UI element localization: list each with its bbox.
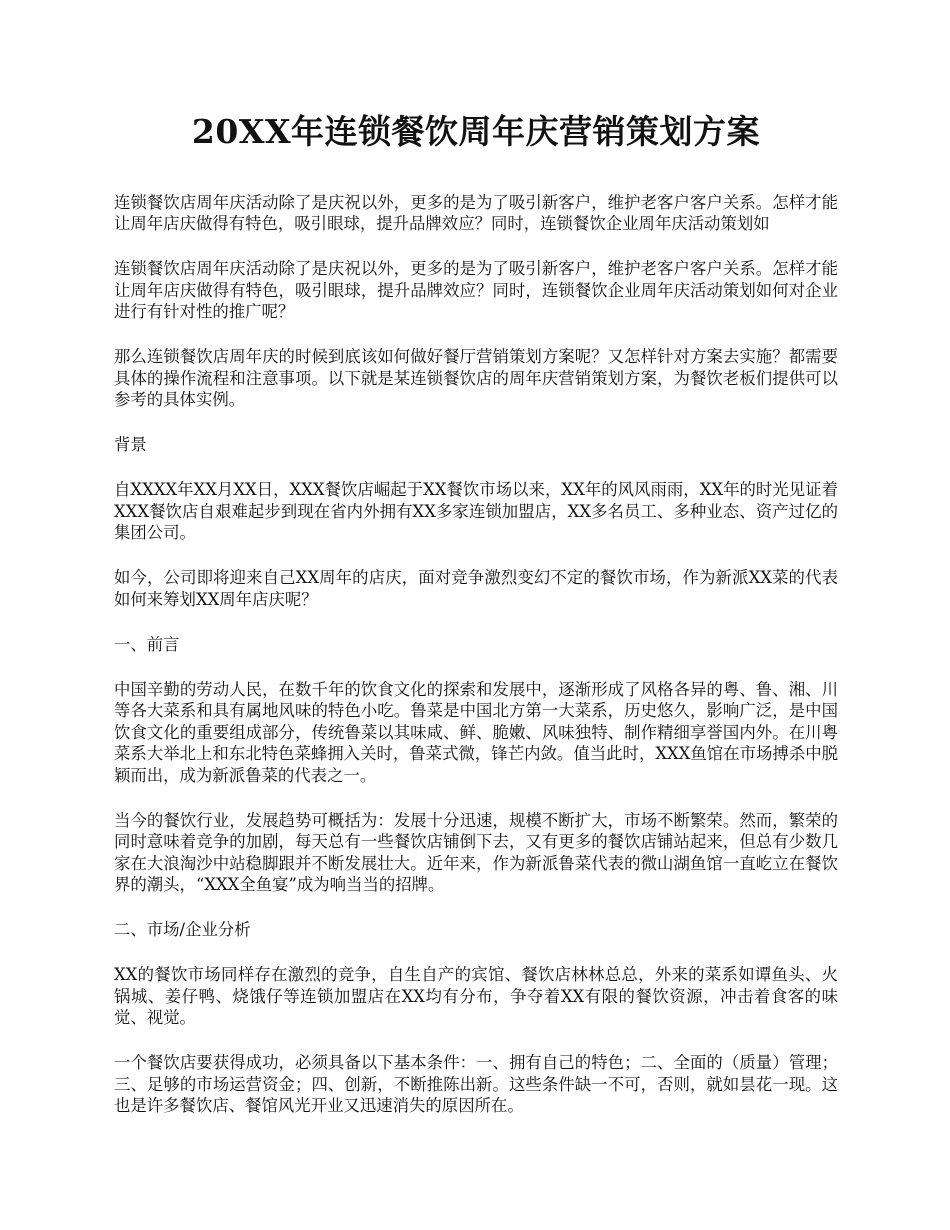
paragraph-background-1: 自XXXX年XX月XX日，XXX餐饮店崛起于XX餐饮市场以来，XX年的风风雨雨，XX年的时光见证着XXX餐饮店自艰难起步到现在省内外拥有XX多家连锁加盟店，XX多名员工、多种业态、资产过亿的集团公司。 [114, 480, 838, 543]
paragraph-intro-1: 连锁餐饮店周年庆活动除了是庆祝以外，更多的是为了吸引新客户，维护老客户客户关系。怎样才能让周年店庆做得有特色，吸引眼球，提升品牌效应？同时，连锁餐饮企业周年庆活动策划如 [114, 192, 838, 234]
document-title: 20XX年连锁餐饮周年庆营销策划方案 [191, 112, 761, 151]
paragraph-intro-3: 那么连锁餐饮店周年庆的时候到底该如何做好餐厅营销策划方案呢？又怎样针对方案去实施？都需要具体的操作流程和注意事项。以下就是某连锁餐饮店的周年庆营销策划方案，为餐饮老板们提供可以参考的具体实例。 [114, 347, 838, 410]
document-page [114, 112, 838, 1140]
paragraph-intro-2: 连锁餐饮店周年庆活动除了是庆祝以外，更多的是为了吸引新客户，维护老客户客户关系。怎样才能让周年店庆做得有特色，吸引眼球，提升品牌效应？同时，连锁餐饮企业周年庆活动策划如何对企业进行有针对性的推广呢？ [114, 259, 838, 322]
section-heading-background: 背景 [114, 435, 147, 455]
paragraph-background-2: 如今，公司即将迎来自己XX周年的店庆，面对竞争激烈变幻不定的餐饮市场，作为新派XX菜的代表如何来筹划XX周年店庆呢？ [114, 568, 838, 609]
paragraph-preface-2: 当今的餐饮行业，发展趋势可概括为：发展十分迅速，规模不断扩大，市场不断繁荣。然而，繁荣的同时意味着竞争的加剧，每天总有一些餐饮店铺倒下去，又有更多的餐饮店铺站起来，但总有少数几家在大浪淘沙中站稳脚跟并不断发展壮大。近年来，作为新派鲁菜代表的微山湖鱼馆一直屹立在餐饮界的潮头，“XXX全鱼宴”成为响当当的招牌。 [114, 810, 838, 895]
section-heading-preface: 一、前言 [114, 634, 180, 654]
paragraph-preface-1: 中国辛勤的劳动人民，在数千年的饮食文化的探索和发展中，逐渐形成了风格各异的粤、鲁、湘、川等各大菜系和具有属地风味的特色小吃。鲁菜是中国北方第一大菜系，历史悠久，影响广泛，是中国饮食文化的重要组成部分，传统鲁菜以其味咸、鲜、脆嫩、风味独特、制作精细享誉国内外。在川粤菜系大举北上和东北特色菜蜂拥入关时，鲁菜式微，锋芒内敛。值当此时，XXX鱼馆在市场搏杀中脱颖而出，成为新派鲁菜的代表之一。 [114, 679, 838, 785]
section-heading-market-analysis: 二、市场/企业分析 [114, 920, 251, 940]
paragraph-market-1: XX的餐饮市场同样存在激烈的竞争，自生自产的宾馆、餐饮店林林总总，外来的菜系如谭鱼头、火锅城、姜仔鸭、烧饿仔等连锁加盟店在XX均有分布，争夺着XX有限的餐饮资源，冲击着食客的味觉、视觉。 [114, 965, 838, 1028]
paragraph-market-2: 一个餐饮店要获得成功，必须具备以下基本条件：一、拥有自己的特色；二、全面的（质量）管理；三、足够的市场运营资金；四、创新，不断推陈出新。这些条件缺一不可，否则，就如昙花一现。这也是许多餐饮店、餐馆风光开业又迅速消失的原因所在。 [114, 1053, 838, 1116]
